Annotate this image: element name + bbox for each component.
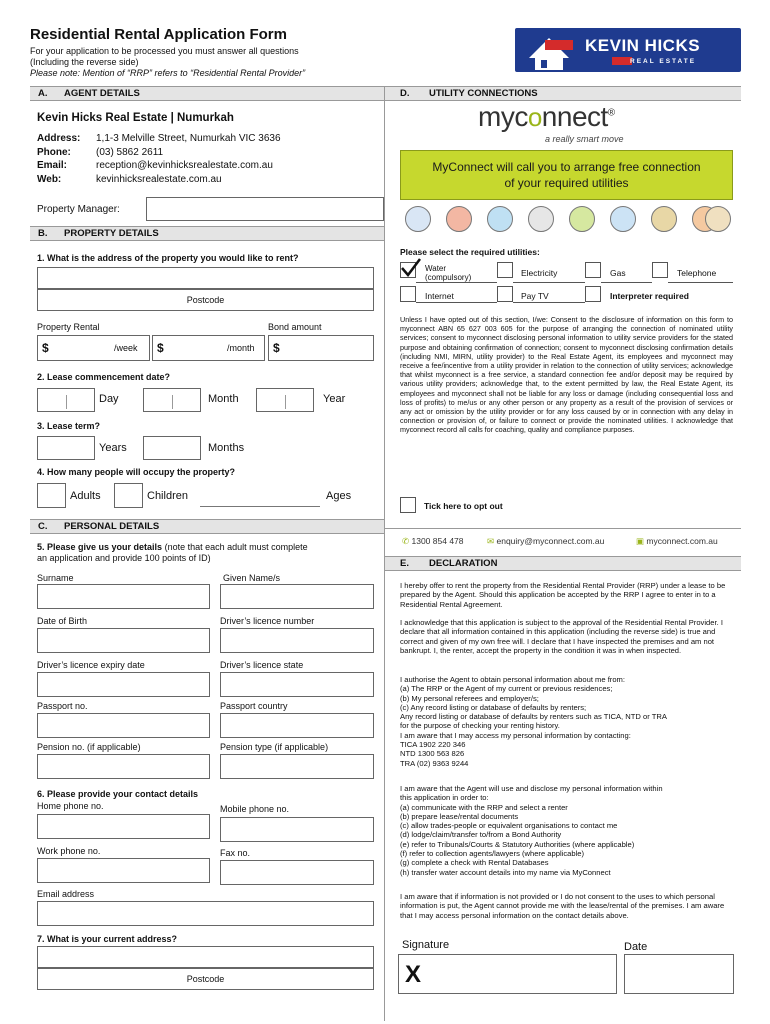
adults-label: Adults — [70, 490, 101, 502]
phone-icon: ✆ — [402, 536, 410, 546]
telephone-checkbox[interactable] — [652, 262, 668, 278]
section-title: DECLARATION — [429, 558, 498, 569]
myconnect-logo — [478, 101, 615, 133]
q5-note2: an application and provide 100 points of ID) — [37, 553, 211, 563]
bond-amount-field[interactable] — [268, 335, 374, 361]
work-phone-label: Work phone no. — [37, 846, 101, 856]
form-title: Residential Rental Application Form — [30, 26, 287, 43]
pension-field[interactable] — [37, 754, 210, 779]
property-rental-label: Property Rental — [37, 322, 100, 332]
ages-underline[interactable] — [200, 506, 320, 507]
fax-label: Fax no. — [220, 848, 251, 858]
declaration-p3 — [400, 675, 733, 768]
licence-number-label: Driver’s licence number — [220, 616, 315, 626]
checkmark-icon — [400, 257, 422, 277]
years-label: Years — [99, 442, 127, 454]
lease-months-field[interactable] — [143, 436, 201, 460]
dollar-sign: $ — [42, 341, 49, 355]
umbrella-icon — [705, 206, 731, 232]
logo-text-small: REAL ESTATE — [630, 58, 697, 65]
dollar-sign: $ — [157, 341, 164, 355]
myconnect-web: myconnect.com.au — [646, 536, 718, 546]
pension-label: Pension no. (if applicable) — [37, 742, 141, 752]
licence-expiry-label: Driver’s licence expiry date — [37, 660, 145, 670]
brand-part-b: nnect — [541, 101, 608, 132]
mobile-phone-label: Mobile phone no. — [220, 804, 290, 814]
lease-year-field[interactable] — [256, 388, 314, 412]
date-field[interactable] — [624, 954, 734, 994]
envelope-icon: ✉ — [487, 536, 495, 546]
dollar-sign: $ — [273, 341, 280, 355]
licence-expiry-field[interactable] — [37, 672, 210, 697]
licence-state-field[interactable] — [220, 672, 374, 697]
q1-label: 1. What is the address of the property you would like to rent? — [37, 253, 299, 263]
section-d-header — [385, 86, 741, 101]
p3-line: I am aware that I may access my personal information by contacting: — [400, 730, 631, 740]
q5-note: (note that each adult must complete — [164, 542, 308, 552]
telephone-icon — [569, 206, 595, 232]
section-letter: E. — [400, 558, 409, 569]
surname-label: Surname — [37, 573, 74, 583]
p3-line: Any record listing or database of defaults by renters such as TICA, NTD or TRA — [400, 712, 667, 722]
optout-label: Tick here to opt out — [424, 501, 503, 511]
pension-type-label: Pension type (if applicable) — [220, 742, 329, 752]
water-checkbox[interactable] — [400, 262, 416, 278]
given-names-field[interactable] — [220, 584, 374, 609]
interpreter-checkbox[interactable] — [585, 286, 601, 302]
optout-checkbox[interactable] — [400, 497, 416, 513]
section-a-header — [30, 86, 384, 101]
agent-email: reception@kevinhicksrealestate.com.au — [96, 160, 273, 171]
web-contact — [636, 536, 718, 547]
email-address-field[interactable] — [37, 901, 374, 926]
email-address-label: Email address — [37, 889, 95, 899]
mobile-phone-field[interactable] — [220, 817, 374, 842]
section-letter: A. — [38, 88, 48, 99]
myconnect-email: enquiry@myconnect.com.au — [496, 536, 605, 546]
telephone-row-line — [668, 282, 733, 283]
licence-state-label: Driver’s licence state — [220, 660, 304, 670]
address-label: Address: — [37, 133, 81, 144]
passport-country-label: Passport country — [220, 701, 288, 711]
section-title: UTILITY CONNECTIONS — [429, 88, 538, 99]
telephone-label: Telephone — [677, 268, 717, 278]
months-label: Months — [208, 442, 245, 454]
licence-number-field[interactable] — [220, 628, 374, 653]
date-label: Date — [624, 941, 648, 953]
gas-checkbox[interactable] — [585, 262, 601, 278]
p3-line: for the purpose of checking your renting history. — [400, 721, 560, 731]
month-label: Month — [208, 393, 239, 405]
p4-line: (e) refer to Tribunals/Courts & Statutory Authorities (where applicable) — [400, 839, 635, 849]
interpreter-label: Interpreter required — [610, 291, 689, 301]
p3-line: (b) My personal referees and employer/s; — [400, 693, 539, 703]
select-utilities-label: Please select the required utilities: — [400, 247, 540, 257]
tv-icon — [651, 206, 677, 232]
agency-name: Kevin Hicks Real Estate | Numurkah — [37, 112, 234, 124]
bond-amount-label: Bond amount — [268, 322, 322, 332]
section-letter: D. — [400, 88, 410, 99]
paytv-row-line — [513, 302, 585, 303]
lease-month-field[interactable] — [143, 388, 201, 412]
postcode-label: Postcode — [186, 295, 225, 305]
p4-line: I am aware that the Agent will use and disclose my personal information within — [400, 784, 663, 793]
brand-part-a: myc — [478, 101, 528, 132]
section-b-header — [30, 226, 384, 241]
p4-line: (f) refer to collection agents/lawyers (where applicable) — [400, 849, 585, 859]
lease-day-field[interactable] — [37, 388, 95, 412]
fax-field[interactable] — [220, 860, 374, 885]
phone-label: Phone: — [37, 147, 71, 158]
water-row-line — [416, 282, 497, 283]
agent-address: 1,1-3 Melville Street, Numurkah VIC 3636 — [96, 133, 281, 144]
declaration-p4 — [400, 784, 733, 877]
section-title: PERSONAL DETAILS — [64, 521, 160, 532]
shower-icon — [528, 206, 554, 232]
signature-x-mark: X — [405, 961, 422, 988]
subtitle-3: Please note: Mention of “RRP” refers to “Residential Rental Provider” — [30, 68, 306, 78]
pension-type-field[interactable] — [220, 754, 374, 779]
agent-phone: (03) 5862 2611 — [96, 147, 164, 158]
year-label: Year — [323, 393, 346, 405]
q5-label — [37, 542, 367, 564]
kevin-hicks-logo — [515, 28, 741, 72]
property-manager-field[interactable] — [146, 197, 384, 221]
dob-label: Date of Birth — [37, 616, 88, 626]
water-tap-icon — [487, 206, 513, 232]
p3-line: (a) The RRP or the Agent of my current or previous residences; — [400, 684, 613, 694]
property-manager-label: Property Manager: — [37, 204, 120, 215]
email-contact — [487, 536, 604, 547]
house-logo-icon — [519, 28, 589, 72]
electricity-label: Electricity — [521, 268, 558, 278]
per-week-label: /week — [114, 343, 138, 353]
laptop-icon: ▣ — [636, 536, 645, 546]
myconnect-phone: 1300 854 478 — [411, 536, 464, 546]
property-address-line1[interactable] — [37, 267, 374, 289]
postcode-label: Postcode — [186, 974, 225, 984]
passport-country-field[interactable] — [220, 713, 374, 738]
gas-flame-icon — [446, 206, 472, 232]
p4-line: (a) communicate with the RRP and select a renter — [400, 802, 568, 812]
internet-label: Internet — [425, 291, 454, 301]
p4-line: (g) complete a check with Rental Databases — [400, 858, 549, 868]
rent-week-field[interactable] — [37, 335, 150, 361]
compulsory-text: (compulsory) — [425, 273, 472, 282]
children-field[interactable] — [114, 483, 143, 508]
home-phone-field[interactable] — [37, 814, 210, 839]
subtitle-1: For your application to be processed you must answer all questions — [30, 46, 299, 56]
internet-checkbox[interactable] — [400, 286, 416, 302]
p3-line: (c) Any record listing or database of defaults by renters; — [400, 702, 587, 712]
q6-label: 6. Please provide your contact details — [37, 789, 199, 799]
router-icon — [610, 206, 636, 232]
p4-line: (c) allow trades-people or equivalent organisations to contact me — [400, 821, 618, 831]
lightbulb-icon — [405, 206, 431, 232]
q7-label: 7. What is your current address? — [37, 934, 178, 944]
electricity-checkbox[interactable] — [497, 262, 513, 278]
water-label — [425, 264, 471, 282]
consent-text: Unless I have opted out of this section, I/we: Consent to the disclosure of information on this form to myconnect ABN 65 627 003 605 for the purpose of arranging the connection of nominated utility services; consent to myconnect disclosing personal information to utility service providers for the stated purpose and obtaining confirmation of connection; consent to myconnect disclosing confirmation details (including NMI, MIRN, utility provider) to the Real Estate Agent, its employees and myconnect may receive a fee/incentive from a utility provider in relation to the connection of utility services; acknowledge that whilst myconnect is a free service, a standard connection fee and/or deposit may be required by various utility providers; acknowledge that, to the extent permitted by law, the Real Estate Agent, its employees and myconnect shall not be liable for any loss or damage (including consequential loss and loss of profits) to me/us or any other person or any property as a result of the provision of services or any act or omission by the utility provider or for any loss caused by or in connection with any delay in connection or provision of, or failure to connect or provide the nominated utilities. I acknowledge that myconnect record all calls for coaching, quality and compliance purposes. — [400, 315, 733, 435]
lease-years-field[interactable] — [37, 436, 95, 460]
column-divider — [384, 86, 385, 1021]
children-label: Children — [147, 490, 188, 502]
section-e-header — [385, 556, 741, 571]
internet-row-line — [416, 302, 497, 303]
gas-label: Gas — [610, 268, 626, 278]
water-text: Water — [425, 264, 447, 273]
declaration-p1: I hereby offer to rent the property from the Residential Rental Provider (RRP) under a lease to be prepared by the Agent. Should this application be accepted by the RRP I agree to enter in to a Residential Rental Agreement. — [400, 581, 726, 609]
subtitle-2: (Including the reverse side) — [30, 57, 139, 67]
declaration-p2: I acknowledge that this application is subject to the approval of the Residential Rental Provider. I declare that all information contained in this application (including the reverse side) is true and correct and given of my own free will. I declare that I have inspected the premises and am not bankrupt. I, the renter, accept the property in the condition it was in when inspected. — [400, 618, 723, 655]
signature-label: Signature — [402, 939, 450, 951]
phone-contact — [402, 536, 464, 547]
p4-line: (h) transfer water account details into my name via MyConnect — [400, 867, 611, 877]
ages-label: Ages — [326, 490, 352, 502]
current-address-line1[interactable] — [37, 946, 374, 968]
registered-mark: ® — [607, 107, 615, 119]
p3-line: I authorise the Agent to obtain personal information about me from: — [400, 675, 625, 684]
work-phone-field[interactable] — [37, 858, 210, 883]
electricity-row-line — [513, 282, 585, 283]
q5-bold: 5. Please give us your details — [37, 542, 163, 552]
adults-field[interactable] — [37, 483, 66, 508]
section-letter: B. — [38, 228, 48, 239]
p3-line: NTD 1300 563 826 — [400, 749, 465, 759]
p4-line: this application in order to: — [400, 793, 489, 803]
gas-row-line — [601, 282, 652, 283]
home-phone-label: Home phone no. — [37, 801, 104, 811]
q2-label: 2. Lease commencement date? — [37, 372, 171, 382]
paytv-label: Pay TV — [521, 291, 549, 301]
day-label: Day — [99, 393, 119, 405]
p4-line: (b) prepare lease/rental documents — [400, 811, 519, 821]
p3-line: TRA (02) 9363 9244 — [400, 758, 469, 768]
passport-field[interactable] — [37, 713, 210, 738]
declaration-p5: I am aware that if information is not provided or I do not consent to the uses to which personal information is put, the Agent cannot provide me with the lease/rental of the premises. I am aware that I may access personal information on the contact details above. — [400, 892, 725, 920]
p4-line: (d) lodge/claim/transfer to/from a Bond Authority — [400, 830, 562, 840]
myconnect-banner: MyConnect will call you to arrange free connection of your required utilities — [400, 150, 733, 200]
paytv-checkbox[interactable] — [497, 286, 513, 302]
rent-month-field[interactable] — [152, 335, 265, 361]
logo-text-big: KEVIN HICKS — [585, 36, 701, 55]
signature-field[interactable] — [398, 954, 617, 994]
brand-o-icon: o — [527, 102, 542, 132]
section-letter: C. — [38, 521, 48, 532]
dob-field[interactable] — [37, 628, 210, 653]
section-title: AGENT DETAILS — [64, 88, 140, 99]
utility-icons-row — [400, 203, 733, 239]
contact-divider — [385, 528, 741, 529]
given-names-label: Given Name/s — [223, 573, 281, 583]
passport-label: Passport no. — [37, 701, 88, 711]
current-address-line2[interactable] — [37, 968, 374, 990]
section-c-header — [30, 519, 384, 534]
section-title: PROPERTY DETAILS — [64, 228, 159, 239]
logo-red-bar — [612, 57, 632, 65]
q4-label: 4. How many people will occupy the property? — [37, 467, 236, 477]
property-address-line2[interactable] — [37, 289, 374, 311]
surname-field[interactable] — [37, 584, 210, 609]
per-month-label: /month — [227, 343, 255, 353]
web-label: Web: — [37, 174, 62, 185]
email-label: Email: — [37, 160, 68, 171]
agent-web: kevinhicksrealestate.com.au — [96, 174, 222, 185]
q3-label: 3. Lease term? — [37, 421, 101, 431]
myconnect-tagline: a really smart move — [545, 134, 624, 144]
p3-line: TICA 1902 220 346 — [400, 740, 466, 750]
